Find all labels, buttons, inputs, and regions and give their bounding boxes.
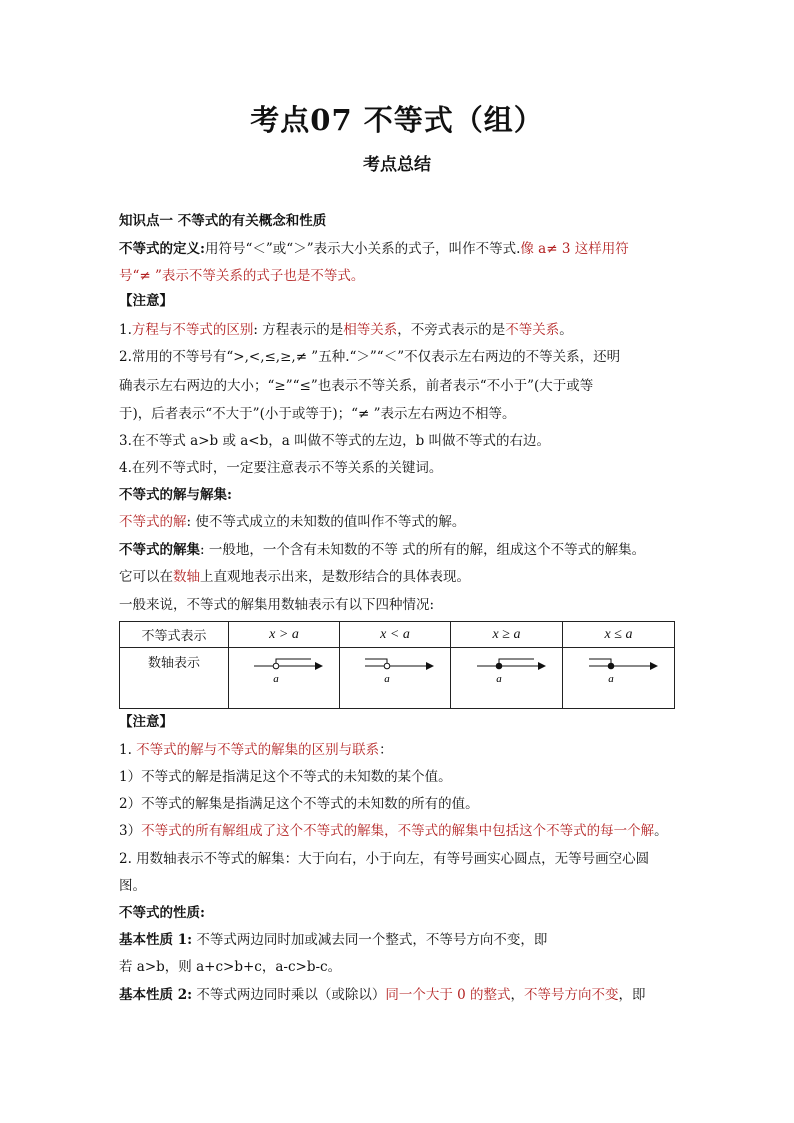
- number-line-3: [462, 648, 552, 688]
- axis-red: 数轴: [173, 569, 200, 585]
- solution-ray: [589, 659, 611, 666]
- point-label: a: [273, 673, 279, 685]
- properties-heading: 不等式的性质:: [119, 905, 205, 921]
- note1-item-1: [119, 321, 679, 339]
- note1-red-2: 相等关系: [343, 322, 398, 338]
- point-label: a: [384, 673, 390, 685]
- note2-item-3: 2）不等式的解集是指满足这个不等式的未知数的所有的值。: [119, 796, 479, 812]
- note1-item-4: 4.在列不等式时，一定要注意表示不等关系的关键词。: [119, 460, 443, 476]
- number-line-4: [574, 648, 664, 688]
- note1-item-2-cont2: 于)，后者表示“不大于”(小于或等于)；“≠ ”表示左右两边不相等。: [119, 406, 516, 422]
- section-heading: 知识点一 不等式的有关概念和性质: [119, 213, 327, 229]
- solution-red: 不等式的解: [119, 514, 187, 530]
- case-expr-1: x > a: [229, 622, 340, 648]
- case-expr-4: x ≤ a: [563, 622, 675, 648]
- note1-item-2: 2.常用的不等号有“>,<,≤,≥,≠ ”五种.“＞”“＜”不仅表示左右两边的不等关系，还明: [119, 349, 621, 365]
- property-2: [119, 986, 679, 1004]
- solution-ray: [499, 659, 534, 666]
- solution-set-definition: [119, 541, 679, 559]
- property-2-text-a: 不等式两边同时乘以（或除以）: [192, 987, 386, 1003]
- table-row: [120, 622, 675, 648]
- solution-set-text: : 一般地，一个含有未知数的不等 式的所有的解，组成这个不等式的解集。: [200, 542, 646, 558]
- property-2-red-2: 不等号方向不变: [524, 987, 619, 1003]
- note-heading-2: 【注意】: [119, 714, 173, 730]
- point-label: a: [607, 673, 614, 685]
- definition-line-1: [119, 240, 679, 258]
- definition-red-1: 像 a≠ 3 这样用符: [520, 241, 629, 257]
- note2-item-1: [119, 741, 679, 759]
- note2-end: ：: [379, 742, 393, 758]
- note1-item-3: 3.在不等式 a>b 或 a<b，a 叫做不等式的左边，b 叫做不等式的右边。: [119, 433, 551, 449]
- number-line-2: [350, 648, 440, 688]
- axis-cell-1: [229, 648, 340, 709]
- hollow-point: [384, 663, 390, 669]
- note1-text-c: 。: [559, 322, 573, 338]
- note1-item-2-cont: 确表示左右两边的大小；“≥”“≤”也表示不等关系，前者表示“不小于”(大于或等: [119, 378, 594, 394]
- case-expr-3: x ≥ a: [451, 622, 563, 648]
- solution-axis-line: [119, 568, 679, 586]
- note1-text-a: : 方程表示的是: [253, 322, 344, 338]
- hollow-point: [273, 663, 279, 669]
- property-2-red: 同一个大于 0 的整式: [385, 987, 511, 1003]
- note2-l4-end: 。: [654, 823, 668, 839]
- axis-cell-3: [451, 648, 563, 709]
- row-label-axis-text: 数轴表示: [147, 656, 200, 671]
- axis-text-b: 上直观地表示出来，是数形结合的具体表现。: [200, 569, 470, 585]
- case-expr-2: x < a: [340, 622, 451, 648]
- solid-point: [496, 663, 502, 669]
- solution-heading: 不等式的解与解集:: [119, 487, 232, 503]
- solution-set-label: 不等式的解集: [119, 542, 200, 558]
- property-2-label: 基本性质 2:: [119, 987, 193, 1003]
- definition-label: 不等式的定义:: [119, 241, 205, 257]
- note2-l4-prefix: 3）: [119, 823, 142, 839]
- property-1-cont: 若 a>b，则 a+c>b+c，a-c>b-c。: [119, 959, 342, 975]
- property-2-text-b: ，: [510, 987, 525, 1003]
- number-line-table: [119, 621, 675, 709]
- definition-line-2: 号“≠ ”表示不等关系的式子也是不等式。: [119, 268, 365, 284]
- axis-cell-2: [340, 648, 451, 709]
- page-title: 考点07 不等式（组）: [250, 103, 544, 137]
- property-1: [119, 931, 679, 949]
- note2-item-5-cont: 图。: [119, 878, 146, 894]
- solution-ray: [276, 659, 311, 666]
- point-label: a: [495, 673, 502, 685]
- definition-text: 用符号“＜”或“＞”表示大小关系的式子，叫作不等式.: [204, 241, 521, 257]
- row-label-axis: [120, 648, 229, 709]
- axis-arrow: [426, 662, 434, 670]
- solid-point: [608, 663, 614, 669]
- axis-text-a: 它可以在: [119, 569, 173, 585]
- note1-text-b: ，不旁式表示的是: [397, 322, 506, 338]
- property-2-text-c: ，即: [618, 987, 646, 1003]
- note2-item-5: 2. 用数轴表示不等式的解集：大于向右，小于向左，有等号画实心圆点，无等号画空心圆: [119, 851, 650, 867]
- axis-arrow: [538, 662, 546, 670]
- note1-red-3: 不等关系: [505, 322, 560, 338]
- note2-item-4: [119, 822, 679, 840]
- note1-red: 方程与不等式的区别: [131, 322, 254, 338]
- axis-cell-4: [563, 648, 675, 709]
- axis-arrow: [650, 662, 658, 670]
- number-line-1: [239, 648, 329, 688]
- cases-intro: 一般来说，不等式的解集用数轴表示有以下四种情况:: [119, 597, 435, 613]
- note2-item-2: 1）不等式的解是指满足这个不等式的未知数的某个值。: [119, 769, 452, 785]
- note1-prefix: 1.: [119, 322, 132, 338]
- note2-l4-red: 不等式的所有解组成了这个不等式的解集，不等式的解集中包括这个不等式的每一个解: [141, 823, 655, 839]
- page-subtitle: 考点总结: [363, 155, 431, 175]
- axis-arrow: [315, 662, 323, 670]
- solution-ray: [365, 659, 387, 666]
- property-1-label: 基本性质 1:: [119, 932, 193, 948]
- solution-text: : 使不等式成立的未知数的值叫作不等式的解。: [186, 514, 466, 530]
- solution-definition: [119, 513, 679, 531]
- table-row: [120, 648, 675, 709]
- row-label-inequality: 不等式表示: [120, 622, 229, 648]
- note2-red: 不等式的解与不等式的解集的区别与联系: [136, 742, 380, 758]
- note-heading-1: 【注意】: [119, 293, 173, 309]
- property-1-text: 不等式两边同时加或减去同一个整式，不等号方向不变，即: [192, 932, 548, 948]
- note2-prefix: 1.: [119, 742, 137, 758]
